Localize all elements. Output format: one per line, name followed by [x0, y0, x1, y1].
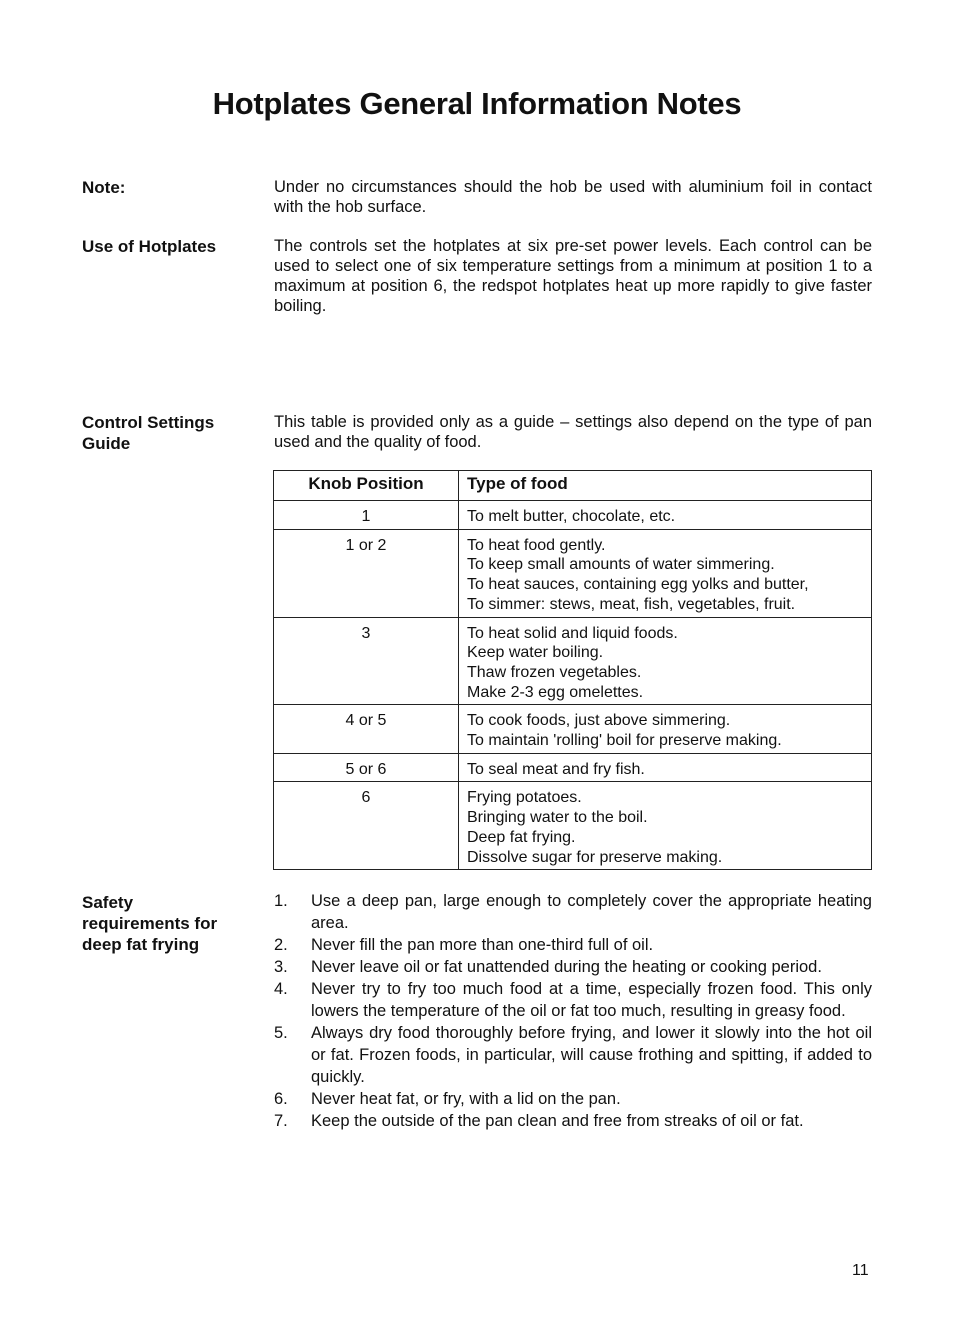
- list-item-text: Never fill the pan more than one-third full of oil.: [311, 936, 654, 954]
- food-cell: [459, 705, 872, 753]
- food-line: To seal meat and fry fish.: [467, 760, 645, 778]
- list-item: [274, 890, 872, 934]
- list-item-text: Never leave oil or fat unattended during the heating or cooking period.: [311, 958, 822, 976]
- list-item-number: 1.: [274, 892, 288, 910]
- page-number: 11: [852, 1262, 869, 1279]
- control-settings-text: This table is provided only as a guide – settings also depend on the type of pan used and the quality of food.: [274, 413, 872, 451]
- safety-label-line: requirements for: [82, 914, 218, 933]
- table-row: [274, 753, 872, 782]
- control-settings-label-line: Control Settings: [82, 413, 215, 432]
- food-cell: [459, 501, 872, 530]
- food-line: To simmer: stews, meat, fish, vegetables, fruit.: [467, 595, 796, 613]
- list-item: [274, 1088, 872, 1110]
- header-type-of-food: Type of food: [459, 471, 872, 501]
- list-item: [274, 1110, 872, 1132]
- safety-label-line: deep fat frying: [82, 935, 200, 954]
- food-line: To melt butter, chocolate, etc.: [467, 508, 676, 525]
- food-line: Bringing water to the boil.: [467, 809, 648, 827]
- list-item: [274, 1022, 872, 1088]
- table-header-row: [274, 471, 872, 501]
- food-cell: [459, 753, 872, 782]
- food-line: Dissolve sugar for preserve making.: [467, 848, 723, 866]
- list-item-text: Use a deep pan, large enough to completely cover the appropriate heating area.: [311, 892, 872, 932]
- knob-position-cell: 1 or 2: [274, 529, 459, 617]
- table-row: [274, 617, 872, 705]
- control-settings-table: [273, 470, 872, 870]
- list-item-number: 2.: [274, 936, 288, 954]
- food-line: To maintain 'rolling' boil for preserve making.: [467, 732, 782, 750]
- control-settings-label-line: Guide: [82, 434, 131, 453]
- list-item-number: 5.: [274, 1024, 288, 1042]
- list-item-text: Never heat fat, or fry, with a lid on the pan.: [311, 1090, 621, 1108]
- table-row: [274, 529, 872, 617]
- list-item-number: 6.: [274, 1090, 288, 1108]
- use-of-hotplates-label: Use of Hotplates: [82, 237, 217, 256]
- note-text: Under no circumstances should the hob be used with aluminium foil in contact with the hob surface.: [274, 178, 872, 216]
- food-line: Make 2-3 egg omelettes.: [467, 683, 644, 701]
- page-title: Hotplates General Information Notes: [212, 86, 742, 121]
- table-row: [274, 782, 872, 870]
- list-item-text: Always dry food thoroughly before frying, and lower it slowly into the hot oil or fat. Frozen foods, in particular, will cause frothing and spitting, if added to quickly.: [311, 1024, 872, 1086]
- control-settings-label: [82, 412, 262, 454]
- food-cell: [459, 617, 872, 705]
- food-line: To cook foods, just above simmering.: [467, 712, 731, 730]
- knob-position-cell: 4 or 5: [274, 705, 459, 753]
- list-item: [274, 978, 872, 1022]
- food-cell: [459, 782, 872, 870]
- list-item-number: 7.: [274, 1112, 288, 1130]
- knob-position-cell: 5 or 6: [274, 753, 459, 782]
- knob-position-cell: 1: [274, 501, 459, 530]
- food-line: To heat sauces, containing egg yolks and butter,: [467, 576, 809, 594]
- safety-list: [274, 890, 872, 1132]
- list-item-text: Never try to fry too much food at a time, especially frozen food. This only lowers the temperature of the oil or fat too much, resulting in greasy food.: [311, 980, 872, 1020]
- food-line: Keep water boiling.: [467, 644, 604, 662]
- knob-position-cell: 6: [274, 782, 459, 870]
- food-line: Thaw frozen vegetables.: [467, 663, 642, 681]
- list-item: [274, 956, 872, 978]
- safety-label-line: Safety: [82, 893, 134, 912]
- food-line: Frying potatoes.: [467, 789, 582, 807]
- list-item: [274, 934, 872, 956]
- note-label: Note:: [82, 178, 126, 197]
- knob-position-cell: 3: [274, 617, 459, 705]
- list-item-text: Keep the outside of the pan clean and free from streaks of oil or fat.: [311, 1112, 804, 1130]
- header-knob-position: Knob Position: [274, 471, 459, 501]
- use-of-hotplates-text: The controls set the hotplates at six pre-set power levels. Each control can be used to select one of six temperature settings from a minimum at position 1 to a maximum at position 6, the redspot hotplates heat up more rapidly to give faster boiling.: [274, 237, 872, 315]
- list-item-number: 3.: [274, 958, 288, 976]
- food-line: To heat food gently.: [467, 536, 606, 554]
- food-line: Deep fat frying.: [467, 828, 576, 846]
- food-line: To heat solid and liquid foods.: [467, 624, 678, 642]
- list-item-number: 4.: [274, 980, 288, 998]
- food-line: To keep small amounts of water simmering.: [467, 556, 775, 574]
- food-cell: [459, 529, 872, 617]
- table-row: [274, 705, 872, 753]
- table-row: [274, 501, 872, 530]
- safety-label: [82, 892, 262, 955]
